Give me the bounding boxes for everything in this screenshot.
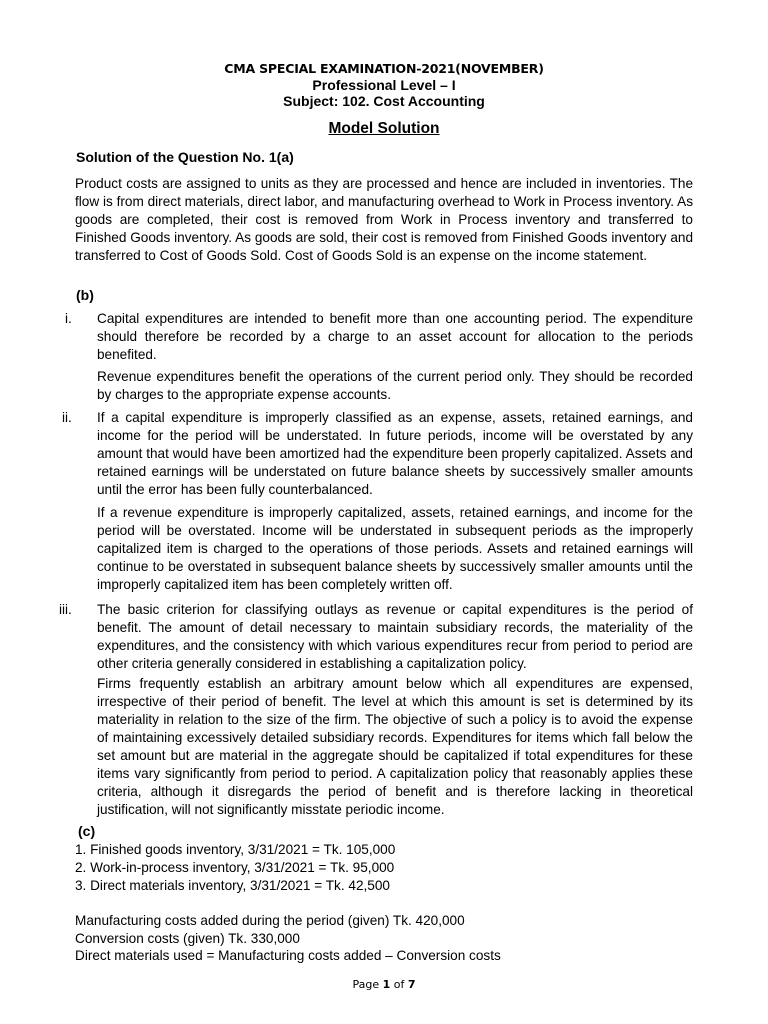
item-iii-para-1: The basic criterion for classifying outlays as revenue or capital expenditures is the period of benefit. The amount of detail necessary to maintain subsidiary records, the materiality of the expenditures, and the consistency with which various expenditures recur from period to period are other criteria generally considered in establishing a capitalization policy. [97,602,693,671]
subject-title: Subject: 102. Cost Accounting [283,93,485,109]
footer-page-label: Page [352,978,380,991]
item-ii-para-2: If a revenue expenditure is improperly capitalized, assets, retained earnings, and income for the period will be overstated. Income will be understated in subsequent periods as the improperly capitalized item is charged to the operations of those periods. Assets and retained earnings will continue to be overstated in subsequent balance sheets by successively smaller amounts until the improperly capitalized item has been completely written off. [97,505,693,592]
q1c-list-item-1: 1. Finished goods inventory, 3/31/2021 = Tk. 105,000 [75,842,396,857]
item-i-para-1: Capital expenditures are intended to benefit more than one accounting period. The expenditure should therefore be recorded by a charge to an asset account for allocation to the periods benefited. [97,311,693,362]
q1c-line-1: Manufacturing costs added during the period (given) Tk. 420,000 [75,913,465,928]
item-iii-numeral: iii. [59,602,72,617]
item-ii-para-1: If a capital expenditure is improperly classified as an expense, assets, retained earnings, and income for the period will be understated. In future periods, income will be overstated by any amount that would have been amortized had the expenditure been properly capitalized. Assets and retained earnings will be understated on future balance sheets by successively smaller amounts until the error has been fully counterbalanced. [97,410,693,497]
item-ii-numeral: ii. [62,410,72,425]
item-i-numeral: i. [65,311,72,326]
q1c-heading: (c) [78,823,96,839]
footer-total-pages: 7 [407,978,416,991]
page-title: Model Solution [328,120,440,137]
q1b-heading: (b) [76,287,94,303]
level-title: Professional Level – I [312,77,456,93]
footer-of-label: of [393,978,405,991]
q1a-paragraph: Product costs are assigned to units as they are processed and hence are included in inventories. The flow is from direct materials, direct labor, and manufacturing overhead to Work in Process inventory. As goods are completed, their cost is removed from Work in Process inventory and transferred to Finished Goods inventory. As goods are sold, their cost is removed from Finished Goods inventory and transferred to Cost of Goods Sold. Cost of Goods Sold is an expense on the income statement. [75,176,693,263]
item-iii-para-2: Firms frequently establish an arbitrary amount below which all expenditures are expensed, irrespective of their period of benefit. The level at which this amount is set is determined by its materiality in relation to the size of the firm. The objective of such a policy is to avoid the expense of maintaining excessively detailed subsidiary records. Expenditures for items which fall below the set amount but are material in the aggregate should be capitalized if total expenditures for these items vary significantly from period to period. A capitalization policy that reasonably applies these criteria, although it disregards the period of benefit and is therefore lacking in theoretical justification, will not significantly misstate periodic income. [97,676,693,817]
item-i-para-2: Revenue expenditures benefit the operations of the current period only. They should be recorded by charges to the appropriate expense accounts. [97,369,693,402]
footer-current-page: 1 [382,978,391,991]
q1c-list-item-3: 3. Direct materials inventory, 3/31/2021 = Tk. 42,500 [75,878,390,893]
q1a-heading: Solution of the Question No. 1(a) [76,149,294,165]
page-footer [0,978,768,991]
exam-title: CMA SPECIAL EXAMINATION-2021(NOVEMBER) [224,61,544,76]
q1c-list-item-2: 2. Work-in-process inventory, 3/31/2021 = Tk. 95,000 [75,860,395,875]
q1c-line-2: Conversion costs (given) Tk. 330,000 [75,931,300,946]
q1c-line-3: Direct materials used = Manufacturing costs added – Conversion costs [75,948,501,963]
